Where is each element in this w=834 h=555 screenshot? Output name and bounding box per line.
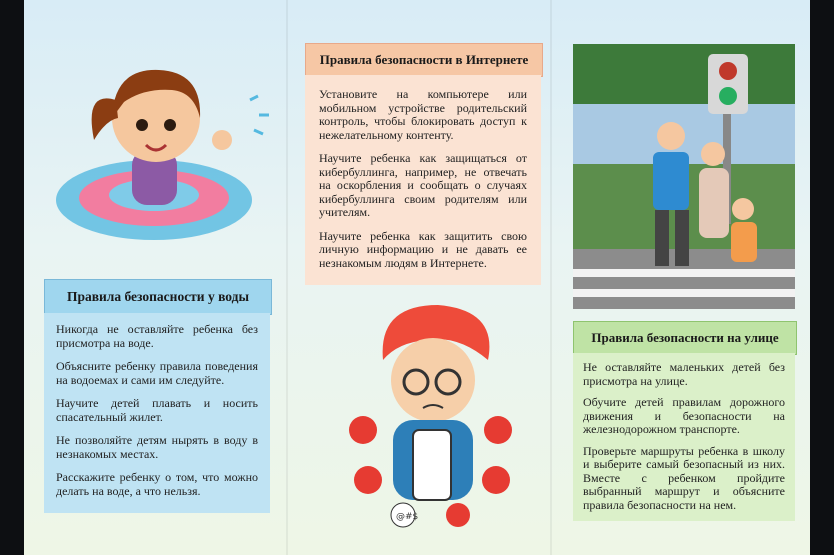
water-safety-title: Правила безопасности у воды xyxy=(44,279,272,315)
water-rule: Никогда не оставляйте ребенка без присмотра на воде. xyxy=(56,322,258,350)
water-rule: Объясните ребенку правила поведения на водоемах и сами им следуйте. xyxy=(56,359,258,387)
family-crossing-street-image xyxy=(573,44,795,309)
street-safety-title: Правила безопасности на улице xyxy=(573,321,797,355)
internet-rule: Научите ребенка как защищаться от кибербуллинга, например, не отвечать на оскорбления и сообщать о случаях кибербуллинга своим родителям или учителям. xyxy=(319,151,527,219)
internet-safety-title: Правила безопасности в Интернете xyxy=(305,43,543,77)
fold-line xyxy=(286,0,288,555)
street-rule: Не оставляйте маленьких детей без присмотра на улице. xyxy=(583,360,785,388)
brochure-sheet xyxy=(24,0,810,555)
water-rule: Научите детей плавать и носить спасательный жилет. xyxy=(56,396,258,424)
internet-rule: Установите на компьютере или мобильном устройстве родительский контроль, чтобы блокировать доступ к нежелательному контенту. xyxy=(319,87,527,142)
street-rule: Проверьте маршруты ребенка в школу и выберите самый безопасный из них. Вместе с ребенком пройдите выбранный маршрут и объясните правила безопасности на нем. xyxy=(583,443,785,512)
internet-safety-text xyxy=(305,75,541,285)
fold-line xyxy=(550,0,552,555)
internet-rule: Научите ребенка как защитить свою личную информацию и не давать ее незнакомым людям в Интернете. xyxy=(319,228,527,270)
boy-phone-illustration xyxy=(338,300,518,535)
street-safety-text xyxy=(573,353,795,521)
svg-text:@#$: @#$ xyxy=(396,512,419,522)
girl-swimming-illustration xyxy=(54,40,284,250)
water-safety-text xyxy=(44,313,270,513)
street-rule: Обучите детей правилам дорожного движения и безопасности на железнодорожном транспорте. xyxy=(583,395,785,436)
water-rule: Расскажите ребенку о том, что можно делать на воде, а что нельзя. xyxy=(56,470,258,498)
water-rule: Не позволяйте детям нырять в воду в незнакомых местах. xyxy=(56,433,258,461)
